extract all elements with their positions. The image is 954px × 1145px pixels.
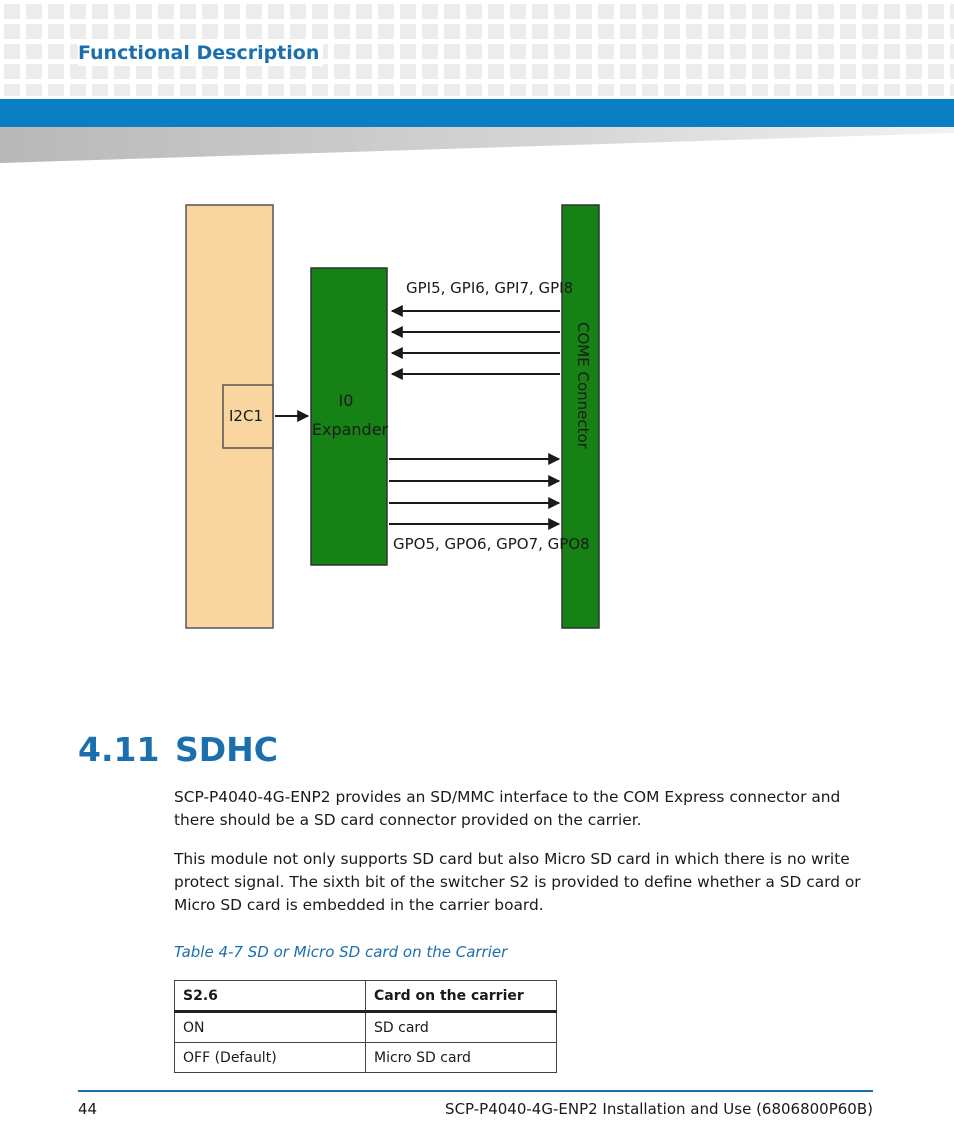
- footer-rule: [78, 1090, 873, 1092]
- table-header-cell: Card on the carrier: [366, 981, 557, 1012]
- body-paragraph-1: SCP-P4040-4G-ENP2 provides an SD/MMC interface to the COM Express connector and there should be a SD card connector provided on the carrier.: [174, 788, 841, 829]
- table-header-row: [175, 981, 557, 1012]
- running-section-title: Functional Description: [78, 40, 323, 66]
- section-title: SDHC: [175, 730, 278, 769]
- body-paragraph-2: This module not only supports SD card but also Micro SD card in which there is no write protect signal. The sixth bit of the switcher S2 is provided to define whether a SD card or Micro SD card is embedded in the carrier board.: [174, 850, 861, 914]
- sd-card-table: [174, 980, 557, 1073]
- connector-label: COME Connector: [574, 322, 592, 449]
- io-expander-block-diagram: [180, 200, 610, 635]
- expander-label-line1: I0: [338, 391, 354, 410]
- table-header-cell: S2.6: [175, 981, 366, 1012]
- table-row: [175, 1012, 557, 1043]
- table-cell: Micro SD card: [366, 1043, 557, 1073]
- table-cell: SD card: [366, 1012, 557, 1043]
- gpo-label: GPO5, GPO6, GPO7, GPO8: [393, 535, 590, 553]
- table-cell: OFF (Default): [175, 1043, 366, 1073]
- section-heading: [78, 730, 278, 769]
- header-blue-band: [0, 99, 954, 127]
- table-row: [175, 1043, 557, 1073]
- table-caption: Table 4-7 SD or Micro SD card on the Carrier: [174, 943, 508, 961]
- gpi-label: GPI5, GPI6, GPI7, GPI8: [406, 279, 574, 297]
- table-cell: ON: [175, 1012, 366, 1043]
- header-gray-swoosh: [0, 127, 954, 163]
- expander-label-line2: Expander: [311, 420, 389, 439]
- page-number: 44: [78, 1100, 98, 1118]
- section-number: 4.11: [78, 730, 160, 769]
- footer-doc-title: SCP-P4040-4G-ENP2 Installation and Use (6806800P60B): [445, 1100, 873, 1118]
- io-expander-block: [311, 268, 387, 565]
- i2c1-label: I2C1: [229, 407, 263, 425]
